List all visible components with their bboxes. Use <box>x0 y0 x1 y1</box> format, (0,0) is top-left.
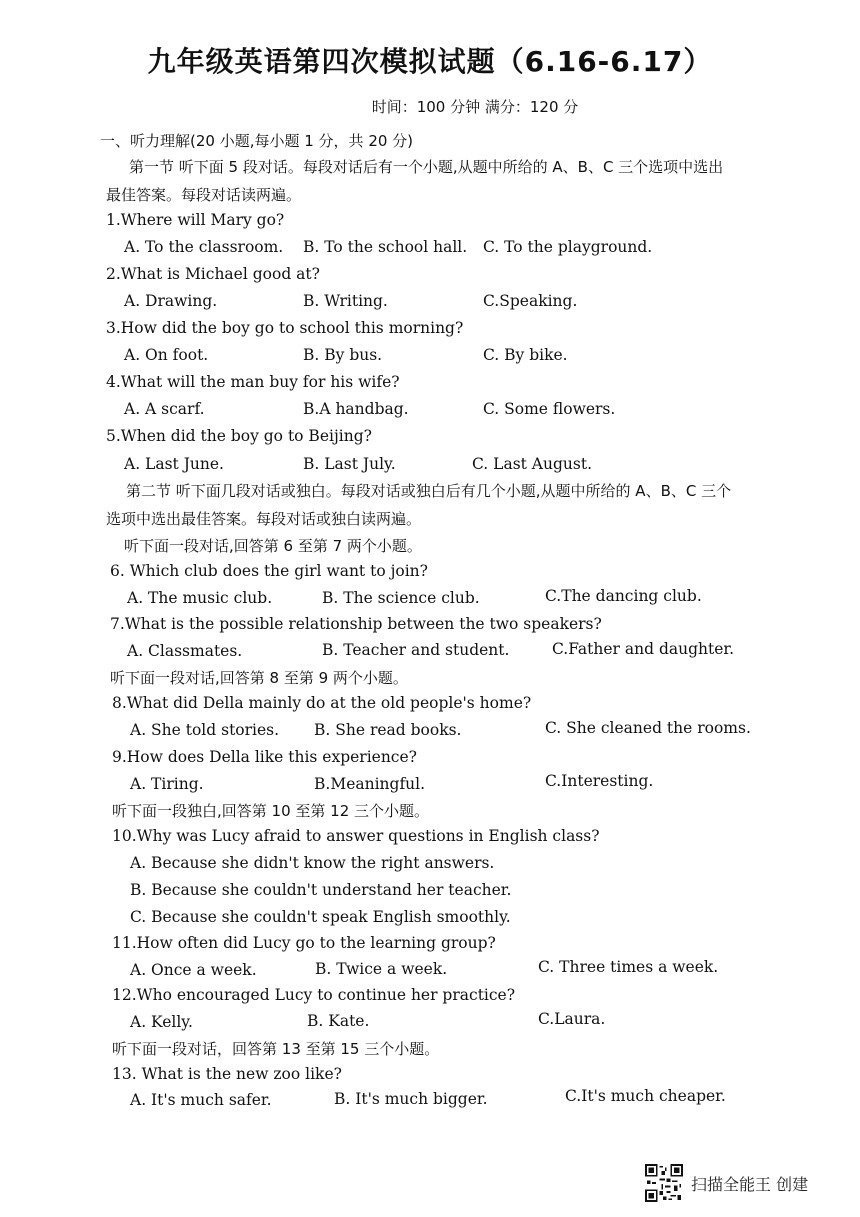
question-10: 10.Why was Lucy afraid to answer questions in English class? <box>112 827 600 845</box>
question-4: 4.What will the man buy for his wife? <box>106 373 400 391</box>
option-c: C.Interesting. <box>545 772 654 790</box>
question-6: 6. Which club does the girl want to join? <box>110 562 428 580</box>
option-a: A. It's much safer. <box>130 1091 272 1109</box>
question-5: 5.When did the boy go to Beijing? <box>106 427 372 445</box>
option-b: B. By bus. <box>303 346 383 364</box>
qr-code-icon <box>645 1164 683 1202</box>
option-a: A. Once a week. <box>130 961 257 979</box>
question-11: 11.How often did Lucy go to the learning group? <box>112 934 496 952</box>
question-7: 7.What is the possible relationship between the two speakers? <box>110 615 602 633</box>
option-c: C. Last August. <box>472 455 592 473</box>
option-c: C.The dancing club. <box>545 587 702 605</box>
option-a: A. On foot. <box>124 346 209 364</box>
part2-intro-line1: 第二节 听下面几段对话或独白。每段对话或独白后有几个小题,从题中所给的 A、B、C 三个 <box>126 482 732 500</box>
option-b: B. Last July. <box>303 455 396 473</box>
part1-intro-line2: 最佳答案。每段对话读两遍。 <box>106 186 302 204</box>
part1-intro-line1: 第一节 听下面 5 段对话。每段对话后有一个小题,从题中所给的 A、B、C 三个选项中选出 <box>129 158 724 176</box>
option-c: C.Father and daughter. <box>552 640 735 658</box>
section-heading: 一、听力理解(20 小题,每小题 1 分，共 20 分) <box>100 132 414 150</box>
question-12: 12.Who encouraged Lucy to continue her practice? <box>112 986 516 1004</box>
option-b: B. Writing. <box>303 292 388 310</box>
option-a: A. Drawing. <box>124 292 218 310</box>
option-b: B. Twice a week. <box>315 960 448 978</box>
option-b: B.A handbag. <box>303 400 409 418</box>
option-b: B. The science club. <box>322 589 480 607</box>
watermark-text: 扫描全能王 创建 <box>691 1174 809 1194</box>
option-a: A. She told stories. <box>130 721 280 739</box>
question-2: 2.What is Michael good at? <box>106 265 320 283</box>
option-b: B. To the school hall. <box>303 238 468 256</box>
question-1: 1.Where will Mary go? <box>106 211 285 229</box>
part2-intro-line2: 选项中选出最佳答案。每段对话或独白读两遍。 <box>106 510 422 528</box>
option-c: C.Laura. <box>538 1010 606 1028</box>
option-a: A. Last June. <box>124 455 224 473</box>
instruction-13-15: 听下面一段对话，回答第 13 至第 15 三个小题。 <box>112 1040 440 1058</box>
question-8: 8.What did Della mainly do at the old people's home? <box>112 694 532 712</box>
option-c: C. She cleaned the rooms. <box>545 719 751 737</box>
option-b: B. Kate. <box>307 1012 370 1030</box>
instruction-8-9: 听下面一段对话,回答第 8 至第 9 两个小题。 <box>110 669 408 687</box>
scanner-watermark <box>645 1163 808 1203</box>
option-c: C. Some flowers. <box>483 400 616 418</box>
option-a: A. Because she didn't know the right answers. <box>130 854 495 872</box>
option-c: C.It's much cheaper. <box>565 1087 726 1105</box>
option-a: A. To the classroom. <box>124 238 284 256</box>
question-13: 13. What is the new zoo like? <box>112 1065 342 1083</box>
option-a: A. Kelly. <box>130 1013 193 1031</box>
option-b: B. It's much bigger. <box>334 1090 488 1108</box>
question-3: 3.How did the boy go to school this morning? <box>106 319 464 337</box>
option-b: B. She read books. <box>314 721 462 739</box>
option-c: C. To the playground. <box>483 238 653 256</box>
option-c: C. Because she couldn't speak English smoothly. <box>130 908 511 926</box>
option-a: A. Classmates. <box>127 642 243 660</box>
instruction-10-12: 听下面一段独白,回答第 10 至第 12 三个小题。 <box>112 802 430 820</box>
option-a: A. Tiring. <box>130 775 204 793</box>
question-9: 9.How does Della like this experience? <box>112 748 417 766</box>
option-c: C. By bike. <box>483 346 568 364</box>
exam-title: 九年级英语第四次模拟试题（6.16-6.17） <box>147 45 713 78</box>
option-c: C. Three times a week. <box>538 958 719 976</box>
exam-meta: 时间：100 分钟 满分：120 分 <box>371 98 579 116</box>
option-c: C.Speaking. <box>483 292 578 310</box>
option-a: A. A scarf. <box>124 400 205 418</box>
instruction-6-7: 听下面一段对话,回答第 6 至第 7 两个小题。 <box>124 537 422 555</box>
option-b: B. Because she couldn't understand her teacher. <box>130 881 512 899</box>
option-a: A. The music club. <box>127 589 273 607</box>
option-b: B. Teacher and student. <box>322 641 510 659</box>
option-b: B.Meaningful. <box>314 775 426 793</box>
